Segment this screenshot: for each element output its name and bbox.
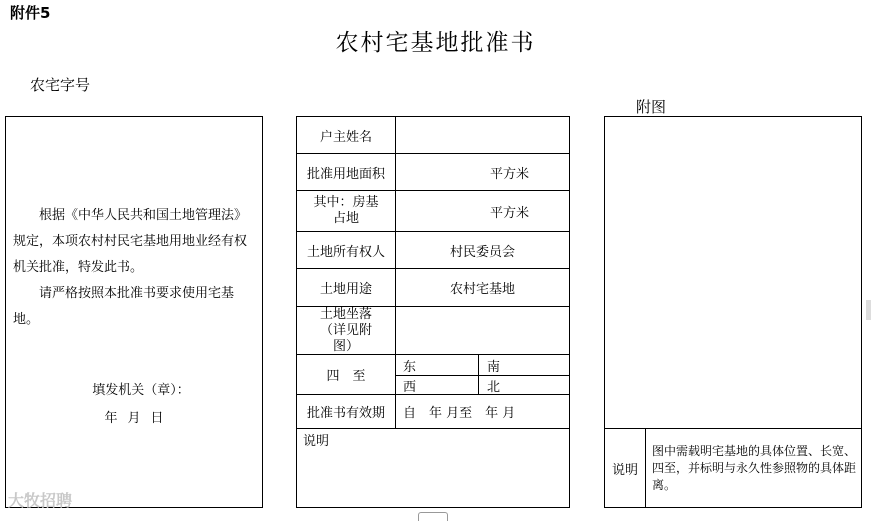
house-footprint-field[interactable] [396, 191, 569, 231]
document-title: 农村宅基地批准书 [335, 30, 536, 56]
statement-paragraph: 根据《中华人民共和国土地管理法》规定，本项农村村民宅基地用地业经有权机关批准，特发此书。 [13, 208, 248, 275]
land-location-field[interactable] [396, 307, 569, 354]
plan-notes-label: 说明 [611, 462, 638, 478]
page-tab-handle[interactable] [418, 512, 448, 521]
house-footprint-unit: 平方米 [489, 205, 529, 221]
approved-area-unit: 平方米 [489, 166, 529, 182]
land-use-label: 土地用途 [319, 282, 372, 297]
scrollbar-thumb[interactable] [866, 300, 871, 320]
instruction-paragraph: 请严格按照本批准书要求使用宅基地。 [13, 286, 235, 327]
issue-date [6, 407, 262, 426]
land-use-value: 农村宅基地 [449, 282, 515, 297]
watermark: 大牧招聘 [8, 491, 73, 510]
figure-label: 附图 [636, 98, 667, 116]
issuing-authority-label: 填发机关（章）： [92, 383, 190, 398]
year-label: 年 [104, 411, 118, 426]
approved-area-label: 批准用地面积 [306, 166, 385, 182]
validity-value[interactable]: 自 年 月至 年 月 [403, 406, 516, 421]
land-owner-label: 土地所有权人 [306, 244, 385, 260]
boundaries-label: 四 至 [326, 369, 366, 384]
boundary-west[interactable]: 西 [403, 379, 417, 395]
boundary-north[interactable]: 北 [487, 379, 501, 395]
house-footprint-label: 其中：房基占地 [313, 195, 379, 226]
attachment-label: 附件5 [10, 4, 51, 22]
doc-number-label: 农宅字号 [30, 76, 91, 94]
land-owner-value: 村民委员会 [449, 244, 515, 260]
land-location-label: 土地坐落（详见附图） [319, 306, 372, 354]
owner-name-field[interactable] [396, 117, 569, 153]
plan-notes-text: 图中需载明宅基地的具体位置、长宽、四至，并标明与永久性参照物的具体距离。 [652, 444, 857, 492]
table-notes-label: 说明 [303, 433, 330, 449]
month-label: 月 [127, 411, 141, 426]
approved-area-field[interactable] [396, 154, 569, 190]
day-label: 日 [150, 411, 164, 426]
approval-statement-panel [5, 116, 263, 508]
site-plan-panel [604, 116, 862, 508]
boundary-east[interactable]: 东 [403, 359, 417, 375]
owner-name-label: 户主姓名 [319, 129, 372, 145]
approval-table [296, 116, 570, 508]
boundary-south[interactable]: 南 [487, 359, 501, 375]
validity-label: 批准书有效期 [306, 406, 385, 421]
